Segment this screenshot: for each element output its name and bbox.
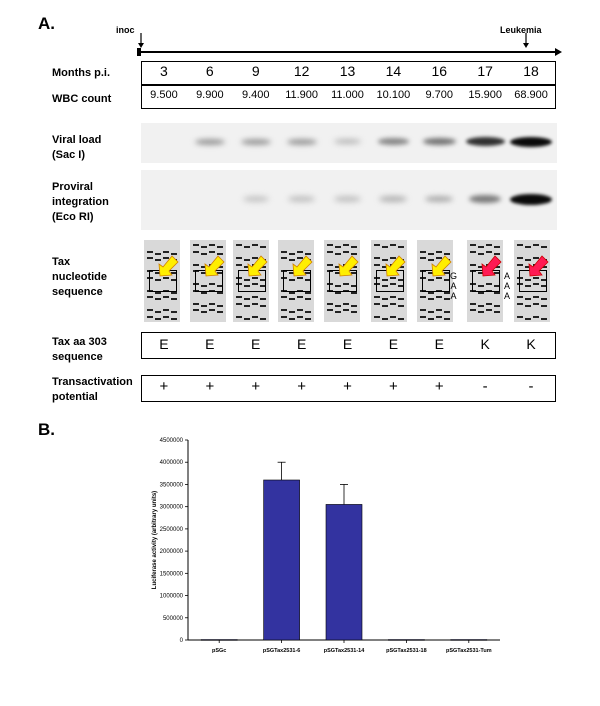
y-tick-label: 4000000 xyxy=(159,460,183,467)
wbc-value: 9.700 xyxy=(425,89,454,101)
transactivation-value: + xyxy=(159,378,169,395)
months-value: 16 xyxy=(431,63,448,79)
months-value: 17 xyxy=(477,63,493,79)
transactivation-value: + xyxy=(388,378,398,395)
x-category-label: pSGTax2531-6 xyxy=(262,648,301,654)
aa-value: K xyxy=(480,336,490,352)
months-value: 12 xyxy=(293,63,310,79)
months-label: Months p.i. xyxy=(52,67,111,79)
wbc-label: WBC count xyxy=(52,93,112,105)
x-category-label: pSGc xyxy=(212,648,227,654)
wbc-value: 11.900 xyxy=(285,89,319,101)
x-category-label: pSGTax2531-14 xyxy=(323,648,365,654)
y-tick-label: 3000000 xyxy=(159,504,183,511)
months-value: 9 xyxy=(251,63,260,79)
transactivation-label: Transactivation potential xyxy=(52,376,133,403)
transactivation-value: + xyxy=(343,378,352,395)
transactivation-value: + xyxy=(297,378,306,395)
tax-aa-label: Tax aa 303 sequence xyxy=(52,336,107,363)
wbc-value: 9.500 xyxy=(150,89,178,101)
transactivation-value: + xyxy=(205,378,215,395)
y-tick-label: 3500000 xyxy=(159,482,183,489)
aa-value: E xyxy=(434,336,444,352)
codon-wt: G A A xyxy=(450,271,458,301)
aa-value: E xyxy=(205,336,215,352)
y-tick-label: 500000 xyxy=(162,615,183,622)
codon-mut: A A A xyxy=(504,271,511,301)
x-category-label: pSGTax2531-Tum xyxy=(445,648,492,654)
wbc-value: 15.900 xyxy=(468,89,502,101)
transactivation-value: - xyxy=(482,378,488,395)
y-axis-label: Luciferase activity (arbitrary units) xyxy=(152,490,158,590)
wbc-value: 11.000 xyxy=(331,89,364,101)
aa-value: E xyxy=(296,336,307,352)
months-value: 13 xyxy=(339,63,356,79)
aa-value: E xyxy=(342,336,353,352)
panel-a-letter: A. xyxy=(38,14,55,33)
months-value: 3 xyxy=(160,63,168,79)
panel-b-letter: B. xyxy=(38,420,55,439)
tax-nucleotide-label: Tax nucleotide sequence xyxy=(52,256,108,298)
wbc-value: 9.900 xyxy=(196,89,224,101)
y-tick-label: 2500000 xyxy=(159,526,183,533)
y-tick-label: 0 xyxy=(179,638,183,644)
aa-value: E xyxy=(251,336,261,352)
proviral-label: Proviral integration (Eco RI) xyxy=(52,181,109,223)
bar xyxy=(326,504,362,640)
aa-value: E xyxy=(388,336,399,352)
bar xyxy=(264,480,300,640)
y-tick-label: 1500000 xyxy=(159,571,183,578)
months-value: 18 xyxy=(523,63,539,79)
viral-load-label: Viral load (Sac I) xyxy=(52,134,102,161)
wbc-value: 9.400 xyxy=(241,89,270,101)
transactivation-value: + xyxy=(434,378,444,395)
transactivation-value: + xyxy=(251,378,261,395)
y-tick-label: 4500000 xyxy=(159,438,183,444)
x-category-label: pSGTax2531-18 xyxy=(386,648,427,654)
leukemia-label: Leukemia xyxy=(500,25,542,35)
months-value: 14 xyxy=(385,63,402,79)
months-value: 6 xyxy=(205,63,214,79)
transactivation-value: - xyxy=(528,378,534,395)
aa-value: K xyxy=(526,336,536,352)
wbc-value: 10.100 xyxy=(376,89,411,101)
y-tick-label: 1000000 xyxy=(159,593,183,600)
wbc-value: 68.900 xyxy=(514,89,548,101)
y-tick-label: 2000000 xyxy=(159,549,183,556)
aa-value: E xyxy=(159,336,169,352)
inoc-label: inoc xyxy=(116,25,135,35)
